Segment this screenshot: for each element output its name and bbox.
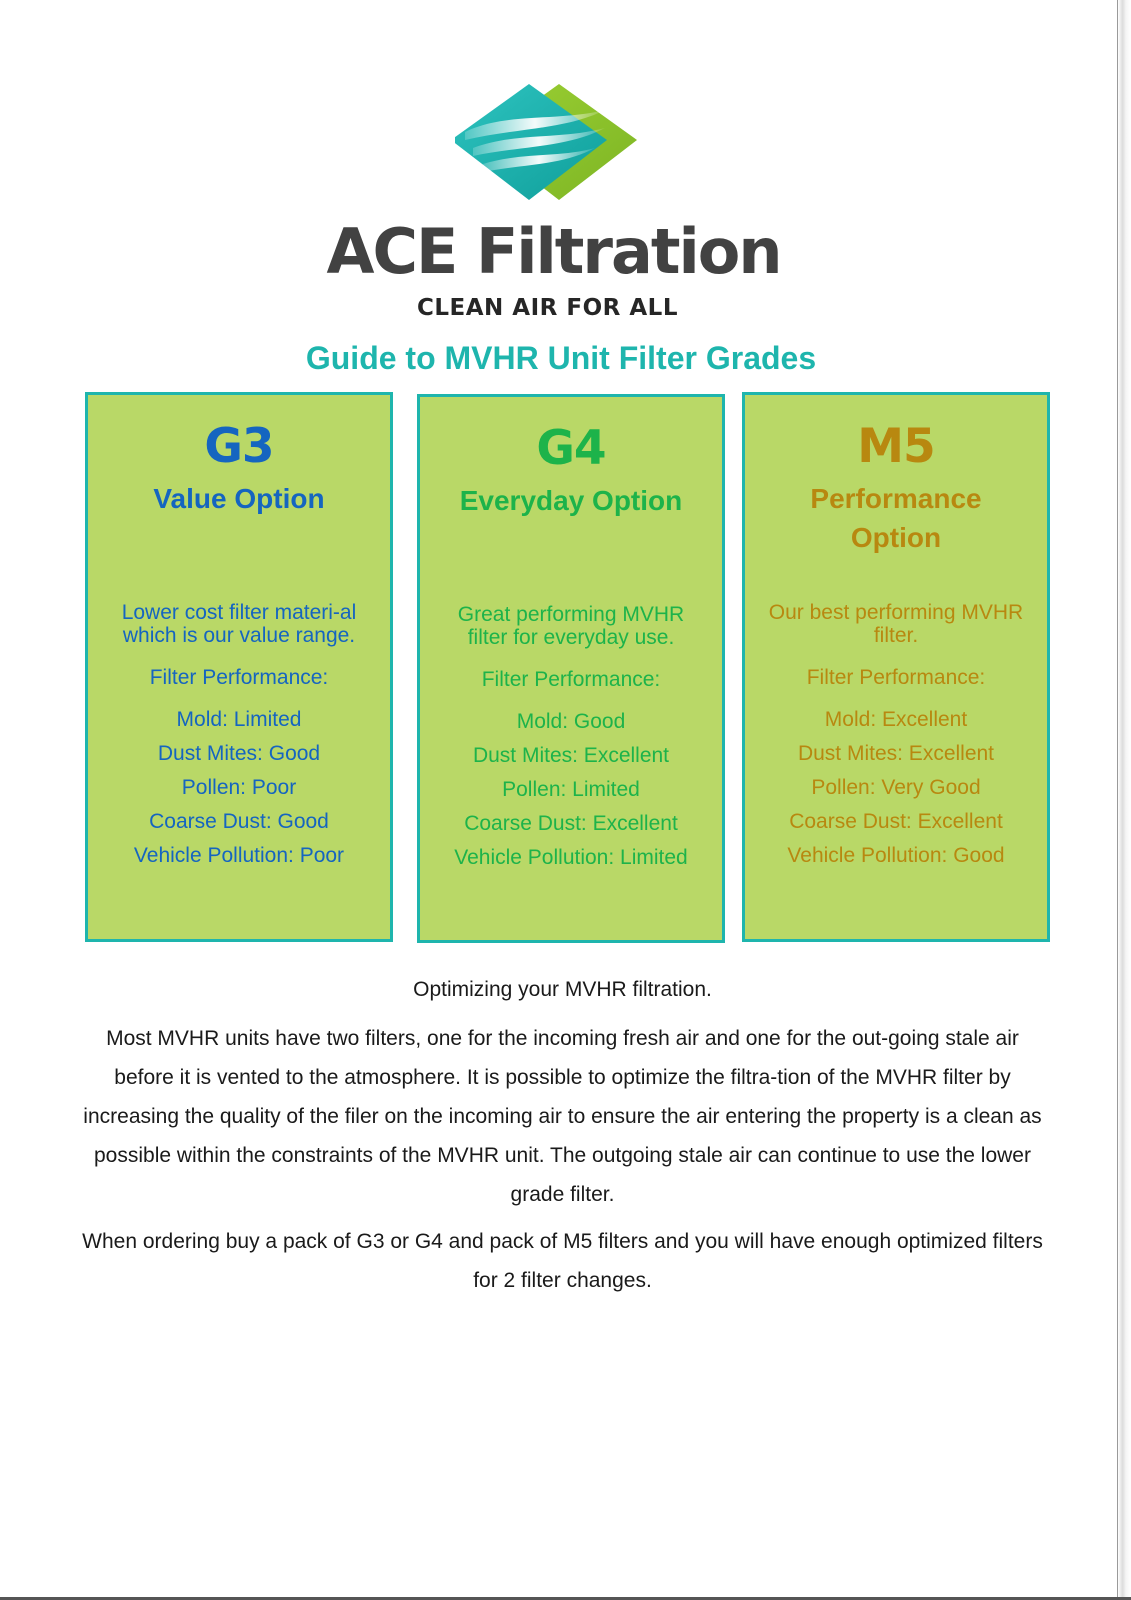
performance-item: Vehicle Pollution: Poor [133,844,345,867]
grade-option-title: Value Option [153,483,325,514]
performance-item: Dust Mites: Excellent [472,744,670,767]
performance-item: Coarse Dust: Excellent [789,810,1003,833]
grade-description: Great performing MVHR filter for everyday use. [457,603,685,649]
performance-item: Pollen: Very Good [811,776,981,799]
performance-item: Coarse Dust: Good [149,810,329,833]
performance-heading: Filter Performance: [149,666,329,689]
performance-item: Dust Mites: Good [157,742,321,765]
performance-item: Pollen: Limited [502,778,640,801]
page-edge [1117,0,1131,1600]
grade-card-m5 [742,392,1050,942]
body-paragraph: When ordering buy a pack of G3 or G4 and pack of M5 filters and you will have enough optimized filters for 2 filter changes. [82,1230,1043,1292]
grade-code: M5 [857,419,935,474]
page-title: Guide to MVHR Unit Filter Grades [305,340,817,376]
performance-item: Coarse Dust: Excellent [464,812,678,835]
grade-option-title: Everyday Option [459,485,683,516]
grade-description: Our best performing MVHR filter. [768,601,1024,647]
section-heading: Optimizing your MVHR filtration. [413,978,712,1001]
body-paragraph: Most MVHR units have two filters, one for the incoming fresh air and one for the out-going stale air before it is vented to the atmosphere. It is possible to optimize the filtra-tion of the MVHR filter by increasing the quality of the filer on the incoming air to ensure the air entering the property is a clean as possible within the constraints of the MVHR unit. The outgoing stale air can continue to use the lower grade filter. [83,1027,1042,1206]
performance-item: Mold: Excellent [824,708,968,731]
performance-item: Mold: Limited [176,708,302,731]
brand-name: ACE Filtration [326,215,781,288]
brand-tagline: CLEAN AIR FOR ALL [417,295,678,321]
grade-card-g3 [85,392,393,942]
grade-option-title: Performance Option [810,483,982,553]
air-filter-diamond-icon [455,82,655,202]
performance-heading: Filter Performance: [481,668,661,691]
performance-item: Mold: Good [516,710,626,733]
performance-item: Vehicle Pollution: Good [787,844,1005,867]
performance-item: Pollen: Poor [181,776,297,799]
grade-description: Lower cost filter materi-al which is our value range. [121,601,357,647]
performance-heading: Filter Performance: [806,666,986,689]
grade-code: G3 [204,419,274,474]
grade-card-g4 [417,394,725,943]
performance-item: Vehicle Pollution: Limited [454,846,688,869]
performance-item: Dust Mites: Excellent [797,742,995,765]
performance-list [745,703,1047,873]
performance-list [88,703,390,873]
performance-list [420,705,722,875]
grade-code: G4 [536,421,606,476]
